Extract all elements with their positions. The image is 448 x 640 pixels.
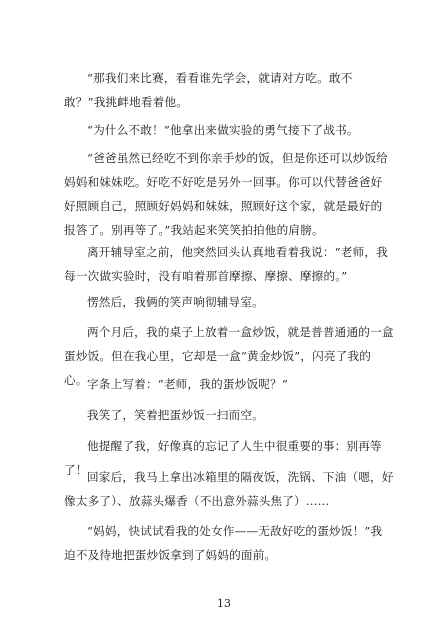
paragraph-leaving-remark: 离开辅导室之前，他突然回头认真地看着我说：“老师，我每一次做实验时，没有咱着那首摩擦、摩擦、摩擦的。” — [64, 245, 388, 283]
paragraph-accept-challenge: “为什么不敢！”他拿出来做实验的勇气接下了战书。 — [87, 123, 359, 137]
paragraph-reminder: 他提醒了我，好像真的忘记了人生中很重要的事：别再等了！ — [64, 439, 382, 477]
paragraph-challenge: “那我们来比赛，看看谁先学会，就请对方吃。敢不敢？”我挑衅地看着他。 — [64, 71, 353, 109]
page-number: 13 — [217, 597, 231, 610]
paragraph-laughter: 愣然后，我俩的笑声响彻辅导室。 — [87, 295, 264, 309]
paragraph-encouragement: “爸爸虽然已经吃不到你亲手炒的饭，但是你还可以炒饭给妈妈和妹妹吃。好吃不好吃是另外一回事。你可以代替爸爸好好照顾自己，照顾好妈妈和妹妹，照顾好这个家，就是最好的报答了。别再等了。”我站起来笑笑拍拍他的肩膀。 — [64, 151, 388, 237]
paragraph-fried-rice-gift: 两个月后，我的桌子上放着一盒炒饭，就是普普通通的一盒蛋炒饭。但在我心里，它却是一盒“黄金炒饭”，闪亮了我的心。 — [64, 325, 394, 387]
paragraph-note: 字条上写着：“老师，我的蛋炒饭呢？” — [87, 377, 288, 391]
paragraph-first-dish: “妈妈，快试试看我的处女作——无敌好吃的蛋炒饭！”我迫不及待地把蛋炒饭拿到了妈妈的面前。 — [64, 524, 383, 562]
paragraph-ate-rice: 我笑了，笑着把蛋炒饭一扫而空。 — [87, 408, 264, 422]
paragraph-cooking: 回家后，我马上拿出冰箱里的隔夜饭，洗锅、下油（嗯，好像太多了）、放蒜头爆香（不出意外蒜头焦了）…… — [64, 470, 394, 508]
